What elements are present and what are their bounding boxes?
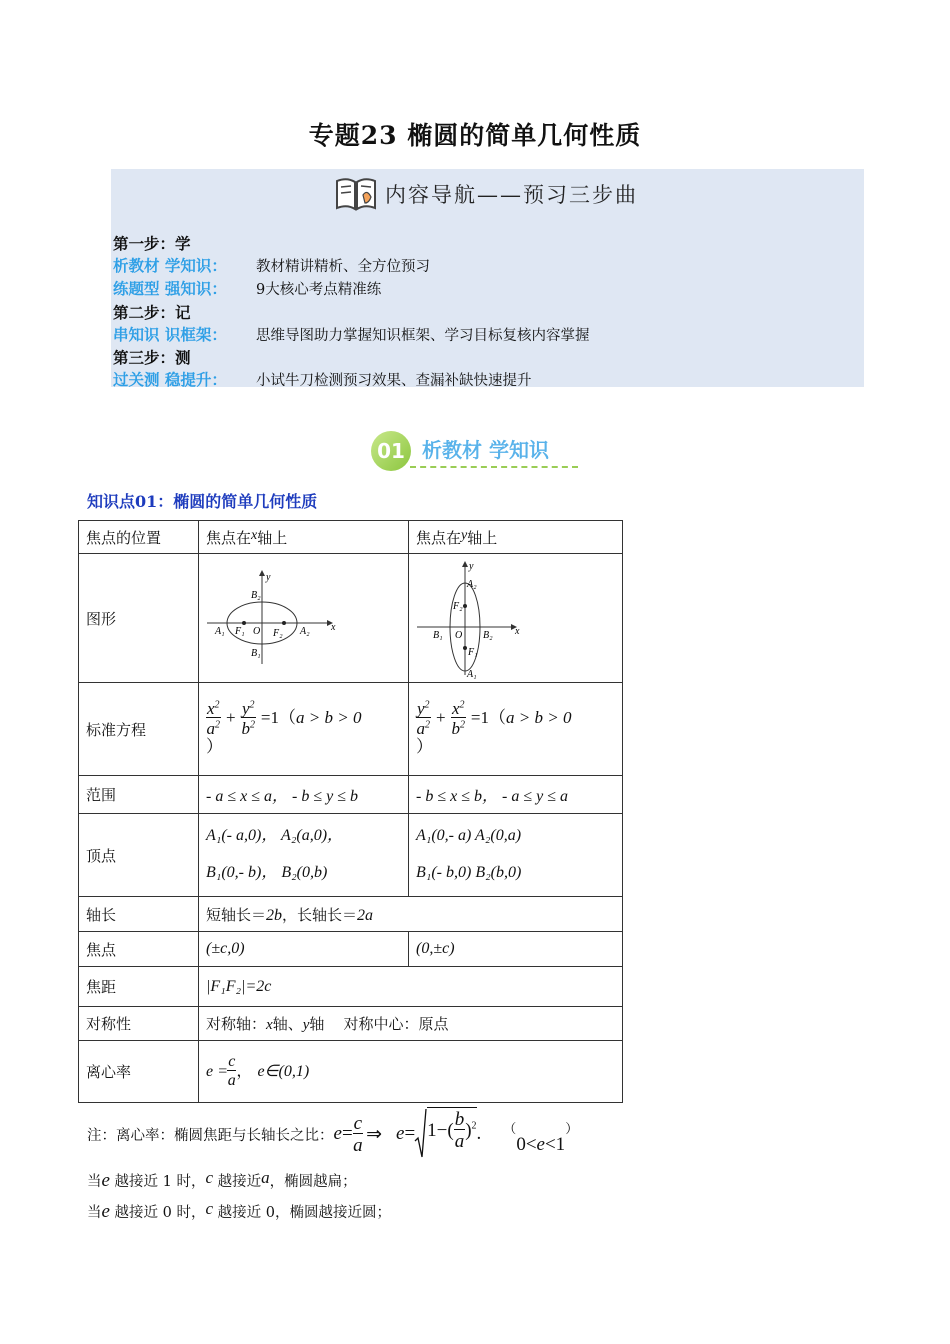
row-label: 离心率 — [79, 1041, 199, 1103]
row-label: 范围 — [79, 776, 199, 814]
ellipse-properties-table — [78, 520, 623, 1103]
svg-text:A₁: A₁ — [467, 669, 477, 680]
vertex-cell: A₁(0,- a) A₂(0,a) B₁(- b,0) B₂(b,0) — [409, 814, 623, 897]
vertex-cell: A₁(- a,0)， A₂(a,0)， B₁(0,- b)， B₂(0,b) — [199, 814, 409, 897]
section-number: 01 — [371, 431, 411, 471]
table-row — [79, 1041, 623, 1103]
svg-text:B₂: B₂ — [483, 630, 493, 641]
equation-cell: $\frac{y^2}{a^2}$ + $\frac{x^2}{b^2}$ =1（a > b > 0 ） — [409, 683, 623, 776]
knowledge-point-title: 知识点01：椭圆的简单几何性质 — [87, 492, 318, 511]
content-navigation-box — [111, 169, 864, 390]
table-row — [79, 554, 623, 683]
svg-text:y: y — [469, 561, 474, 572]
range-cell: - a ≤ x ≤ a， - b ≤ y ≤ b — [199, 776, 409, 814]
range-cell: - b ≤ x ≤ b， - a ≤ y ≤ a — [409, 776, 623, 814]
table-row — [79, 814, 623, 897]
step-3-title: 第三步：测 — [113, 348, 191, 368]
svg-text:F₁: F₁ — [235, 626, 245, 637]
step-item: 串知识 识框架： 思维导图助力掌握知识框架、学习目标复核内容掌握 — [113, 324, 590, 344]
divider — [410, 466, 578, 468]
focus-cell: (±c,0) — [199, 932, 409, 967]
table-row — [79, 897, 623, 932]
table-row — [79, 683, 623, 776]
svg-text:x: x — [331, 622, 336, 633]
nav-header — [333, 172, 638, 216]
step-item: 析教材 学知识： 教材精讲精析、全方位预习 — [113, 256, 430, 276]
step-item: 练题型 强知识： 9大核心考点精准练 — [113, 279, 382, 299]
equation-cell: $\frac{x^2}{a^2}$ + $\frac{y^2}{b^2}$ =1（a > b > 0 ） — [199, 683, 409, 776]
table-row — [79, 967, 623, 1007]
svg-text:B₁: B₁ — [251, 648, 261, 659]
row-label: 焦距 — [79, 967, 199, 1007]
svg-text:B₁: B₁ — [433, 630, 443, 641]
svg-text:O: O — [253, 626, 261, 637]
eccentricity-note: 注：离心率：椭圆焦距与长轴长之比： e = $\frac{c}{a}$ ⇒ e = 1−( b a )$^2$ . （ 0< e <1 ） — [87, 1107, 578, 1161]
table-row — [79, 1007, 623, 1041]
step-1-title: 第一步：学 — [113, 234, 191, 253]
svg-text:A₂: A₂ — [300, 626, 310, 637]
vertical-ellipse-diagram — [415, 559, 525, 680]
svg-text:x: x — [515, 626, 520, 637]
section-label: 析教材 学知识 — [422, 438, 549, 462]
eccentricity-cell: e = $\frac{c}{a}$ ， e∈(0,1) — [199, 1041, 623, 1103]
horizontal-ellipse-diagram — [205, 568, 335, 668]
step-item: 过关测 稳提升： 小试牛刀检测预习效果、查漏补缺快速提升 — [113, 370, 532, 390]
table-row — [79, 932, 623, 967]
note-line-2: 当e 越接近 1 时，c 越接近a，椭圆越扁； — [87, 1168, 357, 1191]
page-title: 专题23 椭圆的简单几何性质 — [308, 121, 642, 150]
nav-steps — [113, 233, 590, 392]
svg-text:F₁: F₁ — [468, 647, 478, 658]
symmetry-cell: 对称轴：x轴、y轴 对称中心：原点 — [199, 1007, 623, 1041]
row-label: 焦点 — [79, 932, 199, 967]
table-row — [79, 776, 623, 814]
header-cell: 焦点在x轴上 — [199, 521, 409, 554]
svg-text:A₁: A₁ — [215, 626, 225, 637]
row-label: 轴长 — [79, 897, 199, 932]
svg-text:A₂: A₂ — [467, 579, 477, 590]
axis-length-cell: 短轴长＝2b，长轴长＝2a — [199, 897, 623, 932]
svg-text:F₂: F₂ — [273, 628, 283, 639]
note-line-3: 当e 越接近 0 时，c 越接近 0，椭圆越接近圆； — [87, 1199, 391, 1222]
svg-text:O: O — [455, 630, 463, 641]
header-cell: 焦点在y轴上 — [409, 521, 623, 554]
section-badge — [370, 428, 580, 472]
svg-text:F₂: F₂ — [453, 601, 463, 612]
row-label: 顶点 — [79, 814, 199, 897]
svg-text:y: y — [266, 572, 271, 583]
sqrt-sign — [415, 1107, 427, 1161]
nav-header-text: 内容导航——预习三步曲 — [385, 183, 638, 207]
table-row — [79, 521, 623, 554]
focal-distance-cell: |F₁F₂|=2c — [199, 967, 623, 1007]
book-icon — [333, 173, 381, 215]
graph-cell — [199, 554, 409, 683]
focus-cell: (0,±c) — [409, 932, 623, 967]
row-label: 标准方程 — [79, 683, 199, 776]
header-cell: 焦点的位置 — [79, 521, 199, 554]
step-2-title: 第二步：记 — [113, 302, 191, 322]
row-label: 图形 — [79, 554, 199, 683]
graph-cell — [409, 554, 623, 683]
svg-text:B₂: B₂ — [251, 590, 261, 601]
row-label: 对称性 — [79, 1007, 199, 1041]
